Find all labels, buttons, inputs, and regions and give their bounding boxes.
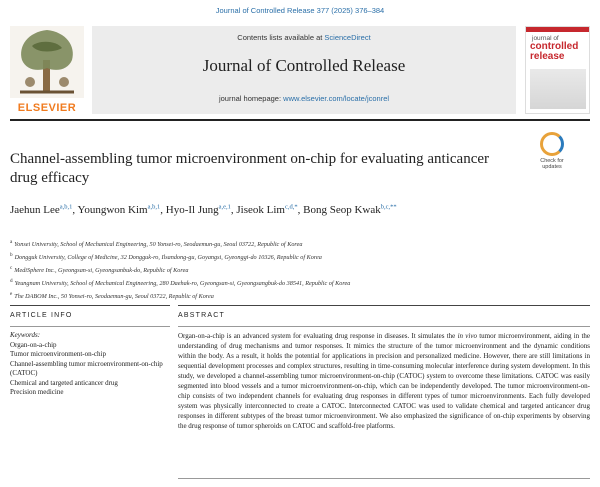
author-affiliation-marks[interactable]: a,b,1 <box>59 203 73 210</box>
contents-prefix: Contents lists available at <box>237 33 325 42</box>
author-affiliation-marks[interactable]: c,d,* <box>284 203 298 210</box>
author[interactable] <box>10 204 78 216</box>
cover-small-text: journal of <box>532 35 559 42</box>
author[interactable] <box>236 204 303 216</box>
keyword-item: Organ-on-a-chip <box>10 340 57 349</box>
keyword-item: Tumor microenvironment-on-chip <box>10 350 106 358</box>
affiliation-item <box>10 276 590 289</box>
journal-masthead <box>10 26 590 114</box>
affiliation-item <box>10 289 590 302</box>
author-affiliation-marks[interactable]: b,c,** <box>380 203 397 210</box>
homepage-line <box>92 94 516 103</box>
abstract-text <box>178 331 590 431</box>
check-updates-icon <box>540 132 564 156</box>
article-info-heading: ARTICLE INFO <box>10 312 73 319</box>
affiliation-mark: c <box>10 265 13 272</box>
affiliation-mark: b <box>10 252 13 259</box>
keywords-list <box>10 341 170 398</box>
cover-image <box>530 69 586 109</box>
cover-title <box>530 42 578 62</box>
author-name[interactable]: Jiseok Lim <box>236 203 285 216</box>
affiliation-item <box>10 237 590 250</box>
author-list <box>10 199 490 218</box>
abstract-part-2: tumor microenvironment, aiding in the understanding of drug mechanisms and tumor responses. It mimics the structure of the tumor microenvironment and the dynamic conditions within the body. As a result, it holds the potential for applications in precision and personalized medicine. However, there are still limitations in sequential development processes and complex structures, resulting in time-consuming molecular interference during system development. In this study, we developed a channel-assembling tumor microenvironment-on-chip (CATOC) system to overcome these limitations. CATOC was easily segmented into blood vessels and a tumor microenvironment-on-chip, which can be independently developed. The tumor microenvironment-on-chip consists of two independent channels for evaluating drug responses in different types of tumor microenvironments. Each fully developed system was physically interconnected to create a CATOC. Interconnected CATOC was used to validate chemical and targeted anticancer drug responses in different subtypes of the breast tumor microenvironment. We also emphasized the significance of on-chip experiments by observing the drug response of tumor spheroids on CATOC and scaffold-free platforms. <box>178 332 590 430</box>
abstract-part-1: Organ-on-a-chip is an advanced system for evaluating drug response in diseases. It simulates the <box>178 332 458 340</box>
keyword-item: Chemical and targeted anticancer drug <box>10 378 118 387</box>
affiliation-mark: a <box>10 239 13 245</box>
article-title: Channel-assembling tumor microenvironment on-chip for evaluating anticancer drug efficacy <box>10 151 490 186</box>
abstract-italic: in vivo <box>457 332 477 340</box>
check-updates-label: Check for updates <box>540 158 564 170</box>
keyword-item: Channel-assembling tumor microenvironment-on-chip (CATOC) <box>10 359 163 377</box>
affiliation-item <box>10 263 590 276</box>
sciencedirect-link[interactable]: ScienceDirect <box>324 33 371 42</box>
cover-title-line-2: release <box>530 51 565 62</box>
affiliation-text: Yeungnam University, School of Mechanical Engineering, 280 Daehak-ro, Gyeongsan-si, Gyeongsangbuk-do 38541, Republic of Korea <box>14 280 351 288</box>
affiliation-text: Dongguk University, College of Medicine, 32 Dongguk-ro, Ilsandong-gu, Goyangsi, Gyeonggi-do 10326, Republic of Korea <box>14 254 322 262</box>
keywords-section <box>10 331 170 398</box>
abstract-heading: ABSTRACT <box>178 312 225 319</box>
author[interactable] <box>166 204 237 216</box>
author-separator: , <box>297 203 304 216</box>
journal-title[interactable]: Journal of Controlled Release <box>202 56 406 75</box>
author-name[interactable]: Youngwon Kim <box>77 203 148 216</box>
author-name[interactable]: Bong Seop Kwak <box>303 203 381 216</box>
cover-title-line-1: controlled <box>530 41 579 52</box>
author-affiliation-marks[interactable]: a,b,1 <box>147 203 161 210</box>
publisher-name: ELSEVIER <box>17 102 77 114</box>
elsevier-logo[interactable] <box>10 26 84 114</box>
check-for-updates-button[interactable] <box>530 130 574 174</box>
journal-citation-link[interactable]: Journal of Controlled Release 377 (2025) 376–384 <box>215 6 385 15</box>
affiliation-mark: e <box>10 291 13 298</box>
author-separator: , <box>72 203 78 216</box>
header-divider <box>10 119 590 121</box>
article-info-sub-rule <box>10 326 170 327</box>
affiliation-mark: d <box>10 278 13 285</box>
author[interactable] <box>78 204 166 216</box>
affiliation-text: Yonsei University, School of Mechanical Engineering, 50 Yonsei-ro, Seodaemun-gu, Seoul 03722, Republic of Korea <box>14 241 303 249</box>
affiliation-text: MediSphere Inc., Gyeongsan-si, Gyeongsanbuk-do, Republic of Korea <box>14 267 189 275</box>
affiliations <box>10 237 590 302</box>
author[interactable] <box>303 204 397 216</box>
homepage-prefix: journal homepage: <box>218 94 284 103</box>
author-separator: , <box>160 203 166 216</box>
abstract-bottom-rule <box>178 478 590 479</box>
elsevier-tree-icon <box>10 26 84 98</box>
author-name[interactable]: Hyo-Il Jung <box>165 203 219 216</box>
cover-accent-bar <box>526 27 589 32</box>
author-name[interactable]: Jaehun Lee <box>10 203 60 216</box>
journal-info-box <box>92 26 516 114</box>
author-affiliation-marks[interactable]: a,e,1 <box>218 203 231 210</box>
abstract-sub-rule <box>178 326 590 327</box>
journal-cover-thumbnail[interactable] <box>525 26 590 114</box>
affiliation-item <box>10 250 590 263</box>
affiliation-text: The DABOM Inc., 50 Yonsei-ro, Seodaemun-gu, Seoul 03722, Republic of Korea <box>14 293 214 301</box>
article-info-top-rule <box>10 305 170 306</box>
homepage-link[interactable]: www.elsevier.com/locate/jconrel <box>283 94 390 103</box>
keyword-item: Precision medicine <box>10 388 64 396</box>
author-separator: , <box>230 203 237 216</box>
contents-line <box>92 33 516 42</box>
keywords-label: Keywords: <box>10 331 41 339</box>
abstract-top-rule <box>178 305 590 306</box>
